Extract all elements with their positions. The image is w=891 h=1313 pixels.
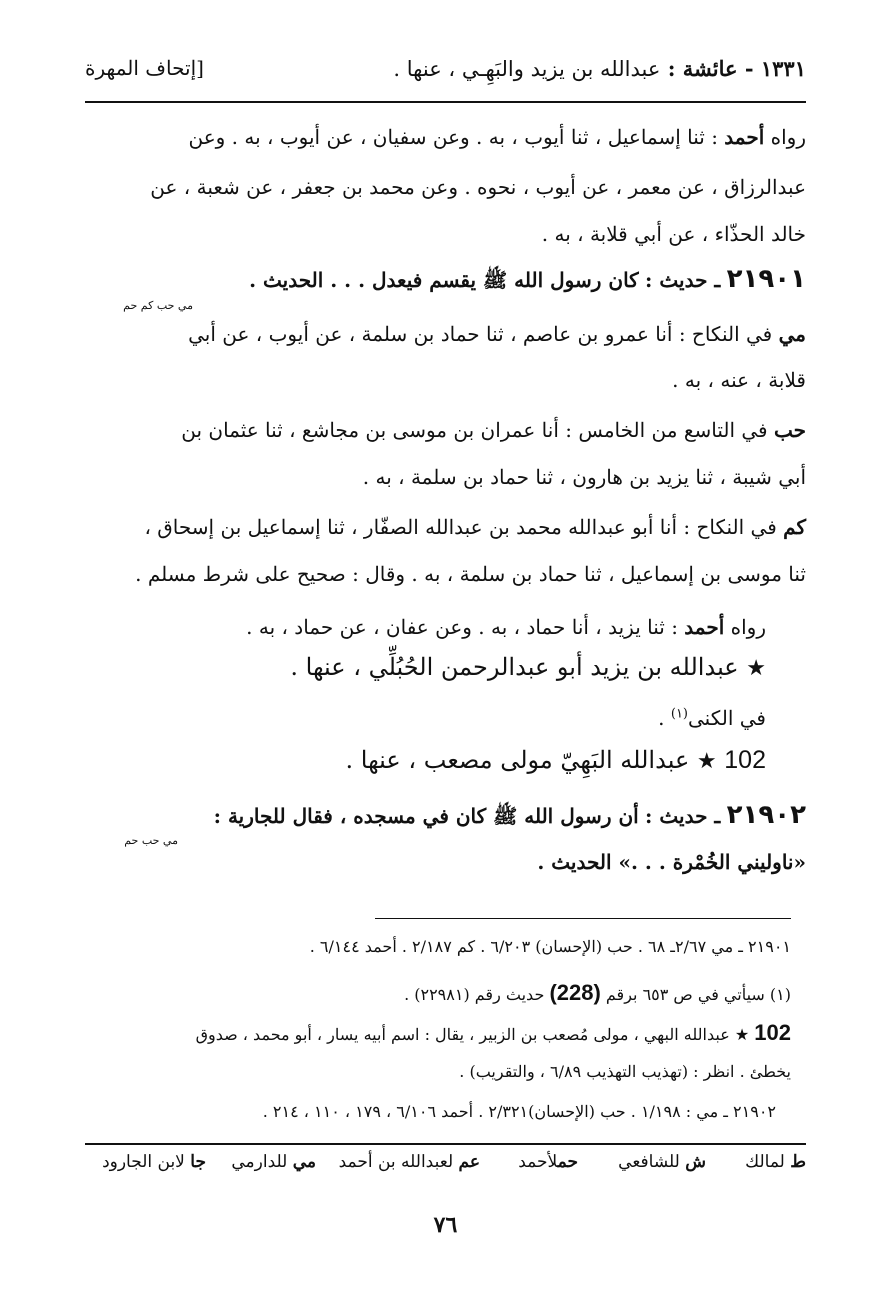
abbr-shafii — [618, 1152, 706, 1172]
abbr-code: حم — [557, 1152, 578, 1172]
footnote-102-number: 102 — [754, 1020, 791, 1045]
km-line2: ثنا موسى بن إسماعيل ، ثنا حماد بن سلمة ، به . وقال : صحيح على شرط مسلم . — [135, 562, 806, 586]
abbr-desc: لابن الجارود — [102, 1152, 185, 1172]
para1-rest: : ثنا إسماعيل ، ثنا أيوب ، به . وعن سفيان ، عن أيوب ، به . وعن — [188, 125, 718, 149]
hadith-21902-heading — [214, 800, 806, 833]
abbr-desc: لأحمد — [518, 1152, 558, 1172]
abbreviations-key — [85, 1152, 806, 1186]
abbr-darimi — [231, 1152, 316, 1172]
abbr-code: مي — [292, 1152, 316, 1172]
narrator-hubuli — [290, 653, 766, 681]
para1-line2: عبدالرزاق ، عن معمر ، عن أيوب ، نحوه . وعن محمد بن جعفر ، عن شعبة ، عن — [150, 175, 806, 199]
page-number: ٧٦ — [433, 1212, 458, 1238]
km-rest: في النكاح : أنا أبو عبدالله محمد بن عبدالله الصفّار ، ثنا إسماعيل بن إسحاق ، — [144, 515, 777, 539]
hb-line1 — [181, 418, 806, 442]
hadith-text: أن رسول الله ﷺ كان في مسجده ، فقال للجارية : — [213, 804, 639, 828]
hb-rest: في التاسع من الخامس : أنا عمران بن موسى بن مجاشع ، ثنا عثمان بن — [181, 418, 768, 442]
footnote-divider — [375, 918, 791, 919]
header-divider — [85, 101, 806, 103]
running-header — [85, 50, 806, 90]
abbr-code: ش — [685, 1152, 706, 1172]
abbr-desc: لعبدالله بن أحمد — [338, 1152, 454, 1172]
star-icon: ★ — [734, 1025, 750, 1044]
header-title-rest: عبدالله بن يزيد والبَهِـي ، عنها . — [393, 57, 661, 81]
para2 — [246, 615, 766, 639]
footnote-1-post: حديث رقم (٢٢٩٨١) . — [404, 985, 545, 1004]
hb-line2: أبي شيبة ، ثنا يزيد بن هارون ، ثنا حماد بن سلمة ، به . — [362, 465, 806, 489]
footnote-ref: (١) — [670, 706, 688, 722]
star-icon: ★ — [696, 749, 717, 774]
abbr-jarud — [102, 1152, 206, 1172]
footnote-1-number: (228) — [549, 980, 601, 1005]
km-line1 — [144, 515, 806, 539]
abbr-desc: لمالك — [745, 1152, 785, 1172]
footnote-1-pre: (١) سيأتي في ص ٦٥٣ برقم — [605, 985, 791, 1004]
mi-line1 — [188, 322, 806, 346]
hadith-number: ٢١٩٠١ — [726, 264, 806, 294]
hadith-text: كان رسول الله ﷺ يقسم فيعدل . . . الحديث . — [249, 268, 639, 292]
hadith-number: ٢١٩٠٢ — [726, 800, 806, 830]
narrator-bahi-number: 102 — [724, 746, 766, 774]
abbr-abdullah — [339, 1152, 480, 1172]
footnote-21901: ٢١٩٠١ ـ مي ٢/٦٧ـ ٦٨ . حب (الإحسان) ٦/٢٠٣ . كم ٢/١٨٧ . أحمد ٦/١٤٤ . — [309, 937, 791, 956]
kuna-end: . — [658, 706, 665, 730]
abbr-code: عم — [458, 1152, 480, 1172]
para1-name: أحمد — [724, 125, 765, 149]
hb-tag: حب — [773, 418, 806, 442]
para2-name: أحمد — [684, 615, 725, 639]
para1-lead: رواه — [770, 125, 806, 149]
mi-line2: قلابة ، عنه ، به . — [672, 368, 806, 392]
footnote-21902: ٢١٩٠٢ ـ مي : ١/١٩٨ . حب (الإحسان)٢/٣٢١ . أحمد ٦/١٠٦ ، ١٧٩ ، ١١٠ ، ٢١٤ . — [262, 1102, 776, 1121]
mi-rest: في النكاح : أنا عمرو بن عاصم ، ثنا حماد بن سلمة ، عن أيوب ، عن أبي — [188, 322, 773, 346]
hadith-label: ـ حديث : — [645, 268, 721, 292]
hadith-21901-heading — [249, 264, 806, 297]
mi-tag: مي — [778, 322, 806, 346]
footnote-102 — [85, 1020, 791, 1046]
hadith-21901-sigla: مي حب كم حم — [123, 299, 193, 312]
narrator-bahi-text: عبدالله البَهِيّ مولى مصعب ، عنها . — [345, 746, 690, 774]
abbr-ahmad — [518, 1152, 578, 1172]
para1-line1 — [188, 125, 806, 149]
header-title-prefix: ١٣٣١ - عائشة : — [667, 56, 806, 81]
para2-rest: : ثنا يزيد ، أنا حماد ، به . وعن عفان ، عن حماد ، به . — [246, 615, 678, 639]
header-title — [393, 56, 806, 81]
narrator-hubuli-text: عبدالله بن يزيد أبو عبدالرحمن الحُبُلِّي ، عنها . — [290, 653, 739, 681]
kuna-text: في الكنى — [688, 706, 766, 730]
hadith-21902-line2: «ناوليني الخُمْرة . . .» الحديث . — [537, 850, 806, 874]
header-book-name: [إتحاف المهرة — [85, 56, 204, 80]
abbr-desc: للشافعي — [618, 1152, 680, 1172]
footnote-102-text: عبدالله البهي ، مولى مُصعب بن الزبير ، يقال : اسم أبيه يسار ، أبو محمد ، صدوق — [195, 1025, 730, 1044]
footnote-1 — [85, 980, 791, 1006]
hadith-21902-sigla: مي حب حم — [124, 834, 178, 847]
footnote-102-line2: يخطئ . انظر : (تهذيب التهذيب ٦/٨٩ ، والتقريب) . — [459, 1062, 791, 1081]
hadith-label: ـ حديث : — [645, 804, 721, 828]
para1-line3: خالد الحذّاء ، عن أبي قلابة ، به . — [541, 222, 806, 246]
abbr-desc: للدارمي — [231, 1152, 288, 1172]
star-icon: ★ — [746, 656, 766, 681]
abbr-code: جا — [190, 1152, 206, 1172]
kuna-note — [658, 706, 766, 730]
abbr-malik — [745, 1152, 806, 1172]
abbr-code: ط — [790, 1152, 806, 1172]
abbreviations-divider — [85, 1143, 806, 1145]
para2-lead: رواه — [730, 615, 766, 639]
km-tag: كم — [783, 515, 806, 539]
narrator-bahi — [346, 746, 766, 775]
